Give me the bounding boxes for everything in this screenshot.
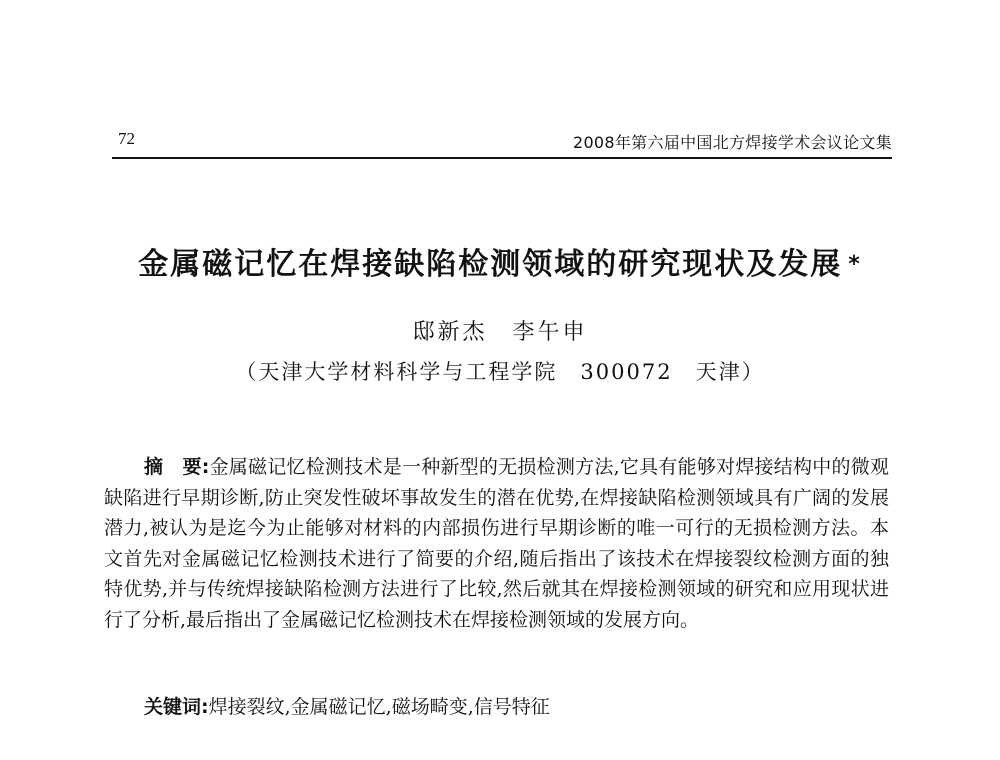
title-text: 金属磁记忆在焊接缺陷检测领域的研究现状及发展	[138, 247, 843, 282]
paper-title	[0, 245, 1000, 285]
keywords-label: 关键词:	[144, 696, 209, 718]
abstract	[104, 452, 889, 635]
running-header: 2008年第六届中国北方焊接学术会议论文集	[572, 133, 892, 152]
authors: 邸新杰 李午申	[412, 320, 588, 345]
header-rule	[112, 157, 892, 159]
abstract-label: 摘 要:	[144, 456, 210, 478]
keywords-text: 焊接裂纹,金属磁记忆,磁场畸变,信号特征	[208, 696, 550, 718]
keywords	[144, 692, 889, 722]
title-footnote-mark: *	[848, 252, 862, 277]
abstract-text: 金属磁记忆检测技术是一种新型的无损检测方法,它具有能够对焊接结构中的微观缺陷进行早期诊断,防止突发性破坏事故发生的潜在优势,在焊接缺陷检测领域具有广阔的发展潜力,被认为是迄今为止能够对材料的内部损伤进行早期诊断的唯一可行的无损检测方法。本文首先对金属磁记忆检测技术进行了简要的介绍,随后指出了该技术在焊接裂纹检测方面的独特优势,并与传统焊接缺陷检测方法进行了比较,然后就其在焊接检测领域的研究和应用现状进行了分析,最后指出了金属磁记忆检测技术在焊接检测领域的发展方向。	[104, 456, 889, 631]
page-number: 72	[118, 129, 135, 148]
affiliation: （天津大学材料科学与工程学院 300072 天津）	[235, 360, 765, 384]
